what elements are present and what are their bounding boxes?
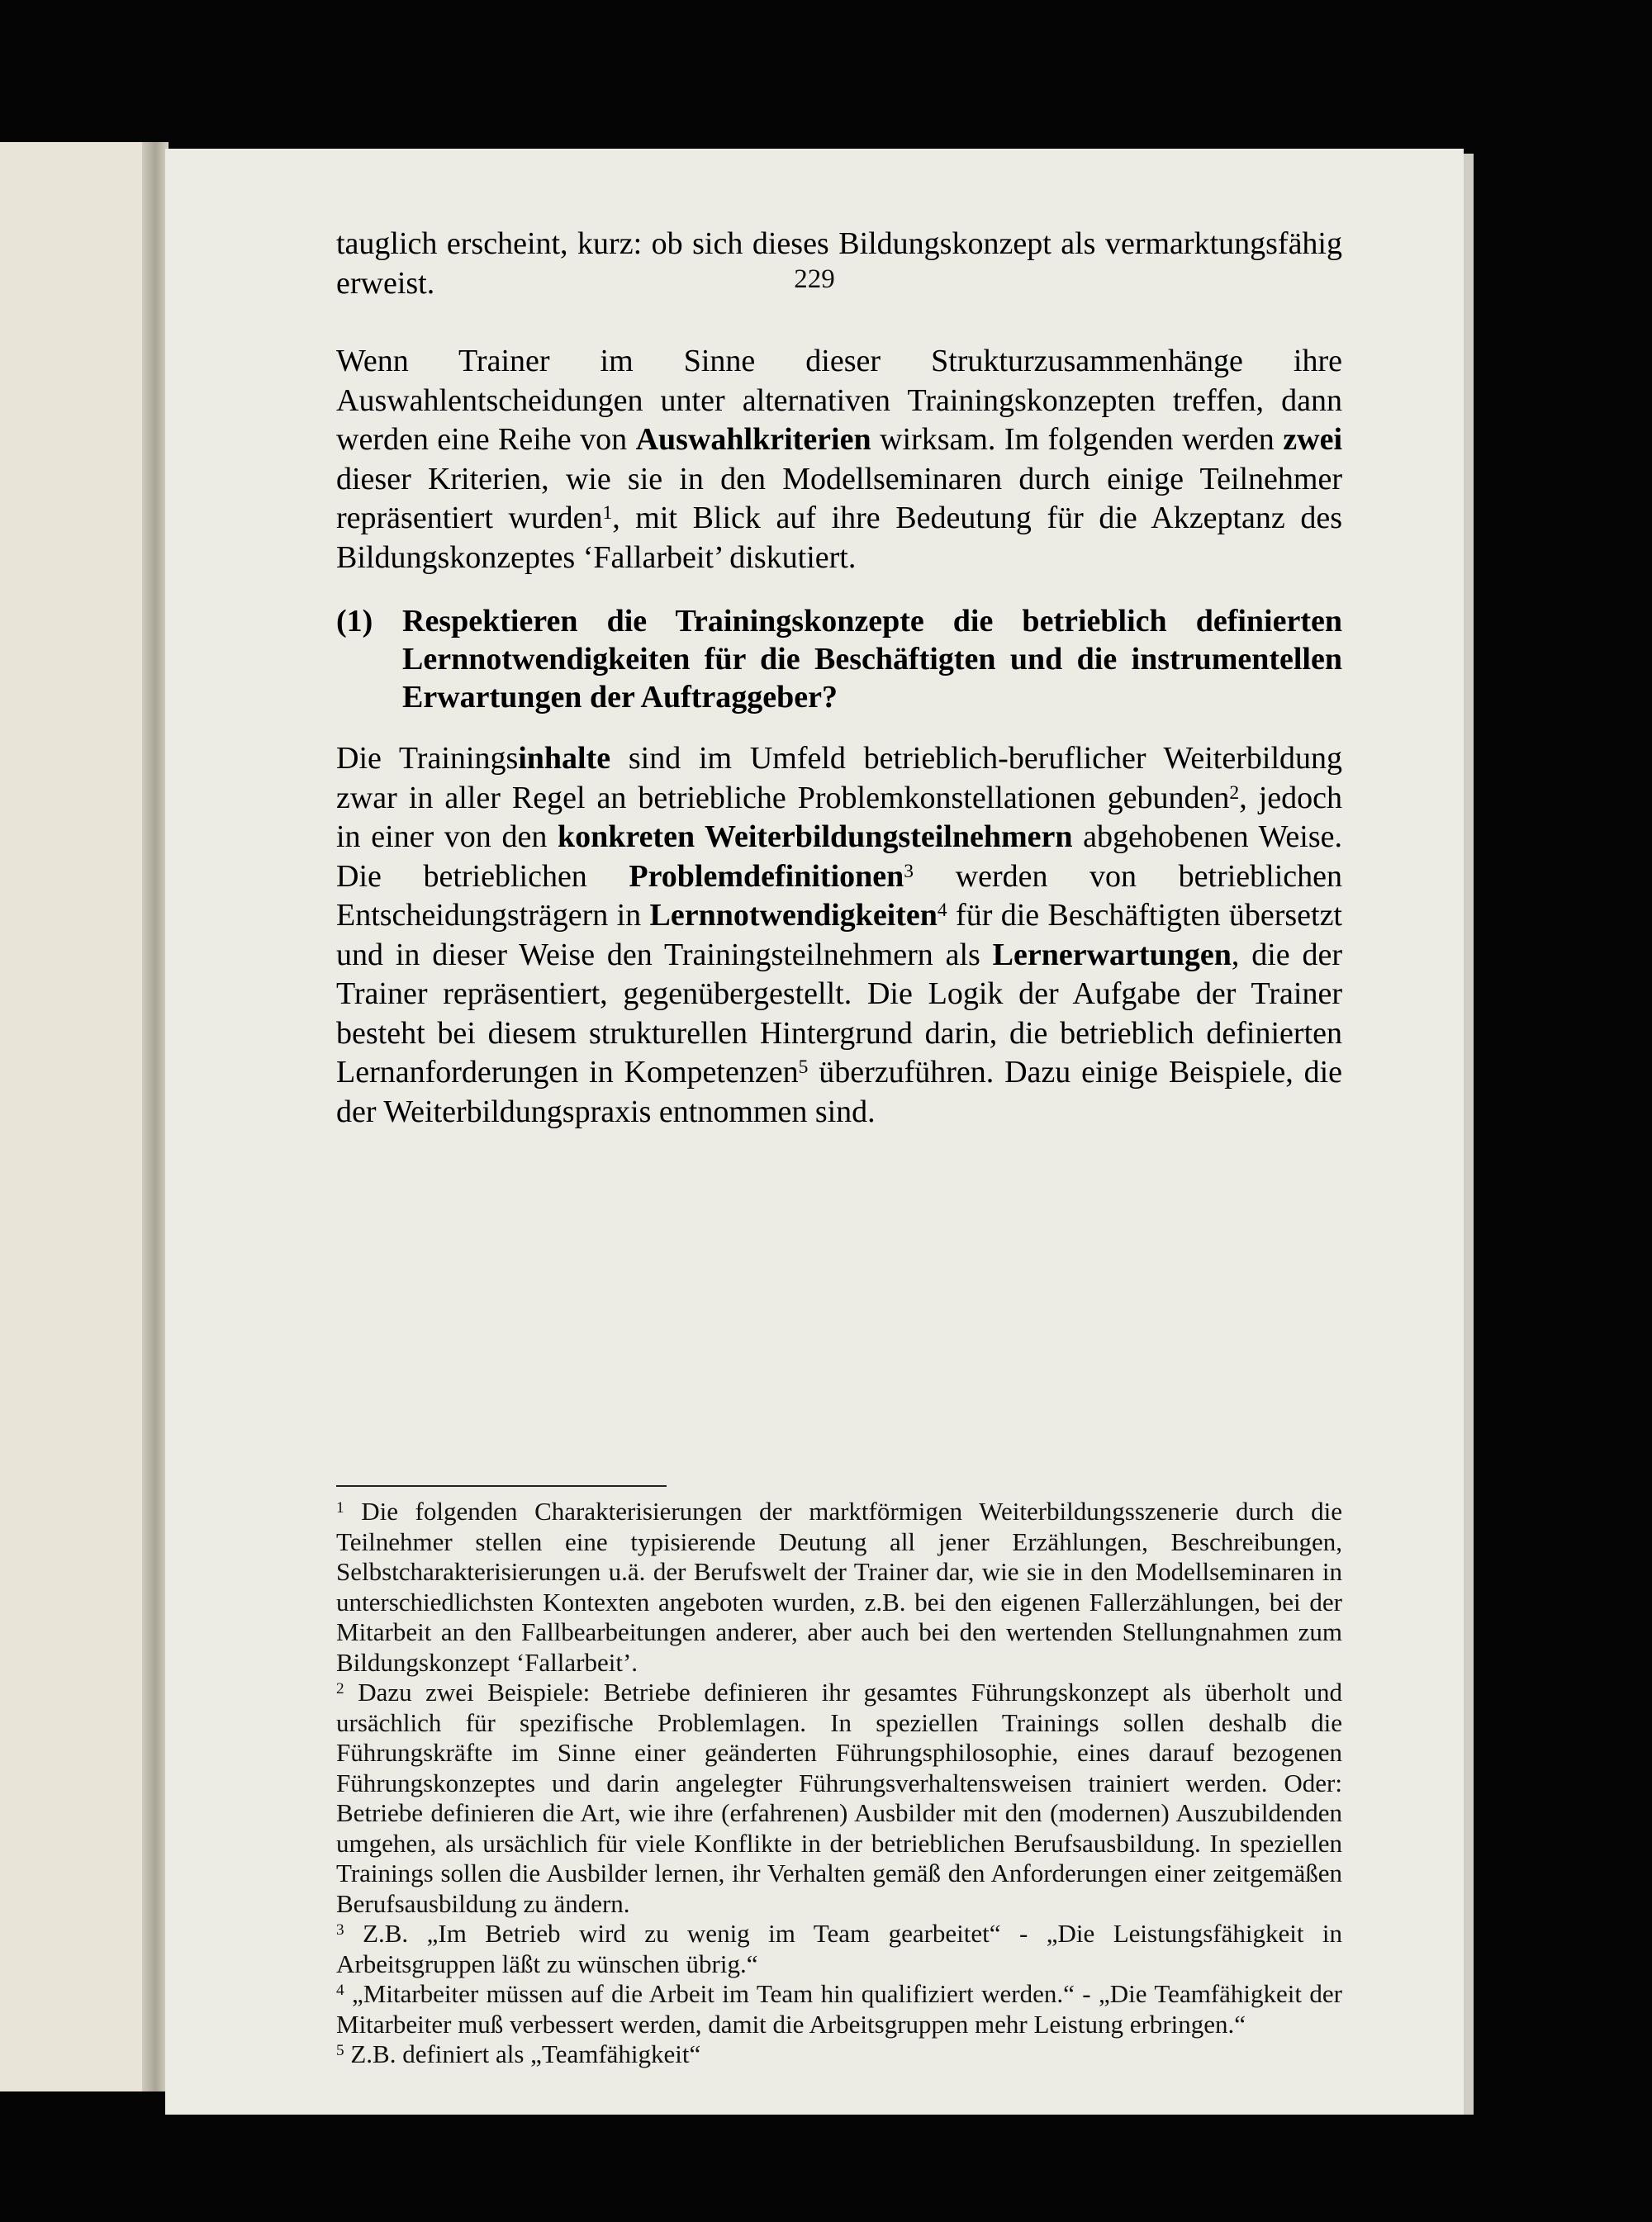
text-run: wirksam. Im folgenden werden [871,422,1284,457]
term-weiterbildungsteilnehmer: konkreten Weiterbildungsteilnehmern [557,819,1073,854]
text-run: werden von betrieblichen Entscheidungsträgern in [336,858,1342,933]
question-number: (1) [336,604,373,639]
footnote-ref-4: 4 [937,900,947,922]
paragraph-intro [336,225,1342,303]
footnote-ref-5: 5 [798,1056,809,1079]
footnote-text: Dazu zwei Beispiele: Betriebe definieren ihr gesamtes Führungskonzept als überholt und ursächlich für spezifische Problemlagen. In speziellen Trainings sollen deshalb die Führungskräfte im Sinne einer geänderten Führungsphilosophie, eines darauf bezogenen Führungskonzeptes und darin angelegter Führungsverhaltensweisen trainiert werden. Oder: Betriebe definieren die Art, wie ihre (erfahrenen) Ausbilder mit den (modernen) Auszubildenden umgehen, als ursächlich für viele Konflikte in der betrieblichen Berufsausbildung. In speziellen Trainings sollen die Ausbilder lernen, ihr Verhalten gemäß den Anforderungen einer zeitgemäßen Berufsausbildung zu ändern. [336,1678,1343,1918]
footnote-ref-1: 1 [602,502,613,525]
footnote-text: Z.B. definiert als „Teamfähigkeit“ [350,2039,701,2068]
footnote-mark: 5 [336,2042,344,2060]
section-question [336,602,1342,716]
footnote-1 [336,1497,1342,1678]
facing-page-edge [0,142,144,2091]
footnote-2 [336,1678,1342,1919]
text-run: abgehobenen Weise. Die betrieblichen [336,819,1342,894]
footnote-mark: 1 [336,1499,344,1517]
footnote-divider [336,1485,667,1487]
page-number: 229 [794,264,835,294]
main-text-frame [165,149,1464,1330]
term-zwei: zwei [1283,422,1342,457]
term-lernerwartungen: Lernerwartungen [992,937,1232,972]
text-run: für die Beschäftigten übersetzt und in dieser Weise den Trainingsteilnehmern als [336,898,1342,972]
text-run: , mit Blick auf ihre Bedeutung für die Akzeptanz des Bildungskonzeptes ‘Fallarbeit’ diskutiert. [336,501,1342,575]
body-text [336,225,1342,1132]
footnote-ref-2: 2 [1229,781,1240,804]
term-auswahlkriterien: Auswahlkriterien [635,422,871,457]
paragraph-inhalte [336,739,1342,1132]
footnote-text: Z.B. „Im Betrieb wird zu wenig im Team gearbeitet“ - „Die Leistungsfähigkeit in Arbeitsgruppen läßt zu wünschen übrig.“ [336,1919,1343,1978]
text-run: sind im Umfeld betrieblich-beruflicher Weiterbildung zwar in aller Regel an betriebliche Problemkonstellationen gebunden [336,741,1342,815]
text-run: Die Trainings [336,741,519,776]
footnote-3 [336,1919,1342,1979]
footnote-mark: 3 [336,1921,344,1940]
term-lernnotwendigkeiten: Lernnotwendigkeiten [649,898,938,933]
footnote-5 [336,2039,1342,2070]
text-run: dieser Kriterien, wie sie in den Modellseminaren durch einige Teilnehmer repräsentiert wurden [336,461,1342,535]
question-text: Respektieren die Trainingskonzepte die betrieblich definierten Lernnotwendigkeiten für die Beschäftigten und die instrumentellen Erwartungen der Auftraggeber? [402,604,1342,715]
page-stack-edge [1464,154,1474,2115]
footnotes [336,1497,1342,2070]
footnote-mark: 2 [336,1680,344,1698]
footnote-ref-3: 3 [904,860,914,882]
footnote-text: Die folgenden Charakterisierungen der marktförmigen Weiterbildungsszenerie durch die Teilnehmer stellen eine typisierende Deutung all jener Erzählungen, Beschreibungen, Selbstcharakterisierungen u.ä. der Berufswelt der Trainer dar, wie sie in den Modellseminaren in unterschiedlichsten Kontexten angeboten wurden, z.B. bei den eigenen Fallerzählungen, bei der Mitarbeit an den Fallbearbeitungen anderer, aber auch bei den wertenden Stellungnahmen zum Bildungskonzept ‘Fallarbeit’. [336,1497,1342,1677]
text-run: Wenn Trainer im Sinne dieser Strukturzusammenhänge ihre Auswahlentscheidungen unter alternativen Trainingskonzepten treffen, dann werden eine Reihe von [336,344,1342,457]
text-run: , jedoch in einer von den [336,780,1342,854]
term-problemdefinitionen: Problemdefinitionen [629,858,904,894]
term-inhalte: inhalte [518,741,611,776]
text-run: , die der Trainer repräsentiert, gegenübergestellt. Die Logik der Aufgabe der Trainer besteht bei diesem strukturellen Hintergrund darin, die betrieblich definierten Lernanforderungen in Kompetenzen [336,937,1342,1090]
footnote-mark: 4 [336,1982,344,2000]
text-run: tauglich erscheint, kurz: ob sich dieses Bildungskonzept als vermarktungsfähig erweist. [336,226,1342,301]
footnote-text: „Mitarbeiter müssen auf die Arbeit im Team hin qualifiziert werden.“ - „Die Teamfähigkeit der Mitarbeiter muß verbessert werden, damit die Arbeitsgruppen mehr Leistung erbringen.“ [336,1979,1342,2039]
text-run: überzuführen. Dazu einige Beispiele, die der Weiterbildungspraxis entnommen sind. [336,1055,1343,1129]
paragraph-criteria [336,342,1342,577]
footnote-4 [336,1979,1342,2039]
